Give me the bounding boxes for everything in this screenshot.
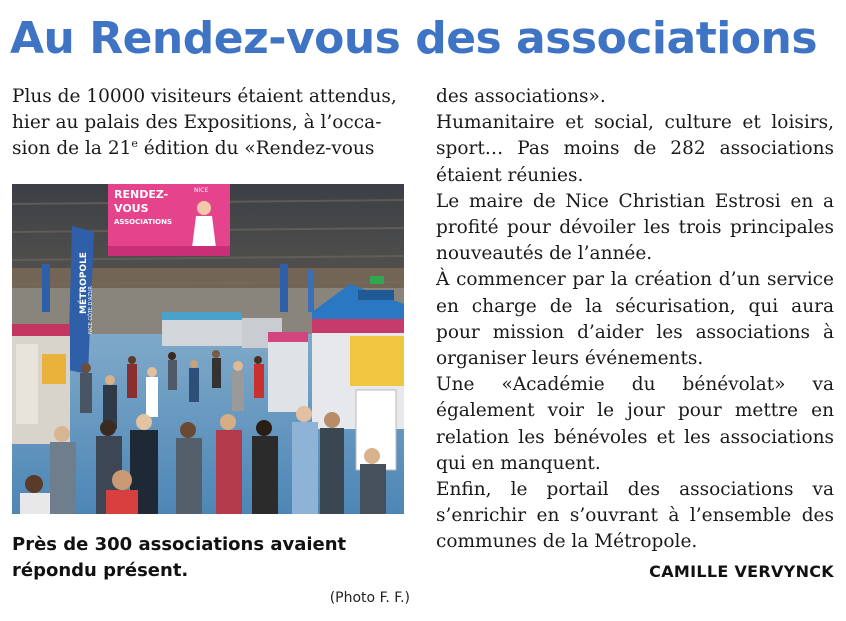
photo-caption: Près de 300 associations avaient répondu présent. — [12, 534, 347, 581]
intro-line-3a: sion de la 21 — [12, 138, 132, 160]
intro-line-3b: édition du «Rendez-vous — [137, 138, 375, 160]
paragraph-domains: Humanitaire et social, culture et loisirs, sport… Pas moins de 282 associations étaient réunies. — [436, 112, 834, 186]
paragraph-mayor: Le maire de Nice Christian Estrosi en a profité pour dévoiler les trois principales nouveautés de l’année. — [436, 190, 834, 265]
banner-logo: NICE — [194, 187, 209, 194]
left-column — [12, 84, 410, 163]
banner-text-3: ASSOCIATIONS — [114, 218, 172, 226]
paragraph-continuation: des associations». — [436, 86, 606, 107]
intro-line-1: Plus de 10000 visiteurs étaient attendus, — [12, 86, 397, 107]
banner-text-1: RENDEZ- — [114, 188, 169, 201]
intro-line-3 — [12, 138, 374, 159]
photo-credit: (Photo F. F.) — [329, 590, 410, 606]
right-column — [436, 84, 834, 556]
superscript-e: e — [131, 137, 138, 151]
intro-line-2: hier au palais des Expositions, à l’occa- — [12, 112, 382, 134]
pillar-text-1: MÉTROPOLE — [79, 252, 89, 314]
article-photo — [12, 184, 404, 514]
paragraph-security-service: À commencer par la création d’un service en charge de la sécurisation, qui aura pour mission d’aider les associations à organiser leurs événements. — [436, 269, 834, 370]
paragraph-academie: Une «Académie du bénévolat» va également voir le jour pour mettre en relation les bénévoles et les associations qui en manquent. — [436, 374, 834, 474]
paragraph-portail: Enfin, le portail des associations va s’enrichir en s’ouvrant à l’ensemble des communes de la Métropole. — [436, 479, 834, 553]
paragraph-intro — [12, 84, 410, 163]
banner-text-2: VOUS — [114, 202, 149, 215]
byline: CAMILLE VERVYNCK — [649, 562, 834, 581]
pillar-text-2: NICE CÔTE D'AZUR — [88, 286, 94, 334]
expo-hall-illustration — [12, 184, 404, 514]
headline: Au Rendez-vous des associations — [10, 13, 818, 64]
